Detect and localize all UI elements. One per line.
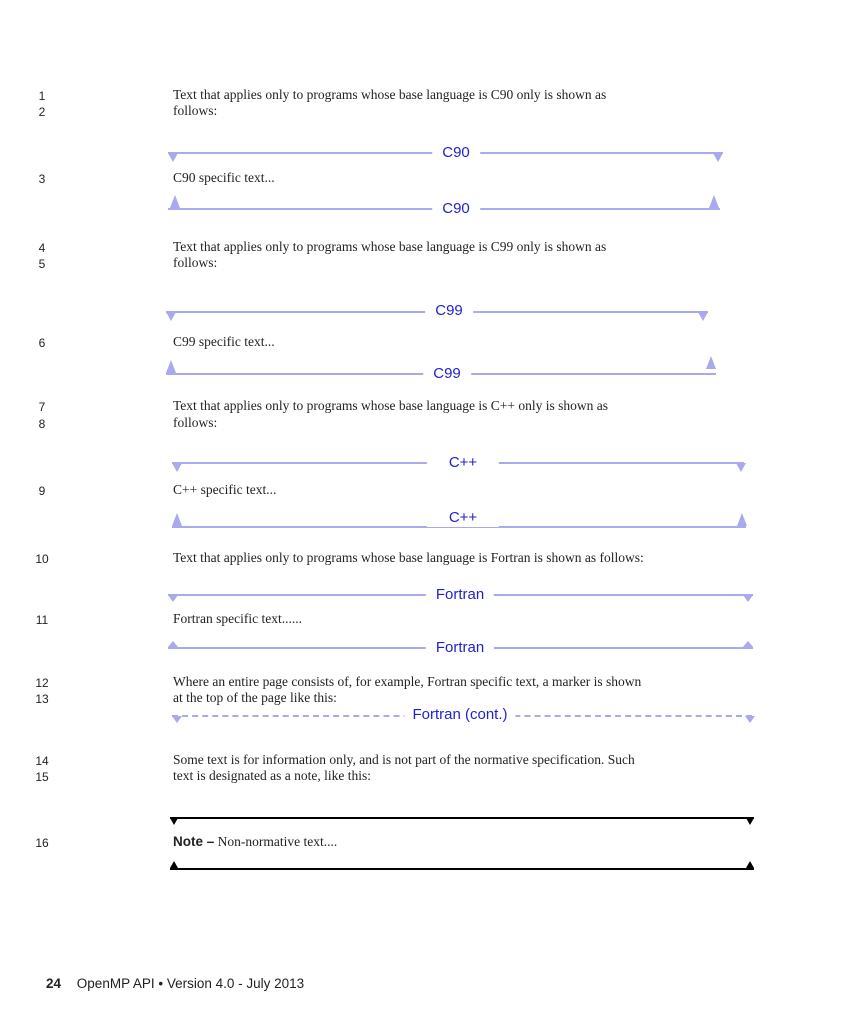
line-number: 6 xyxy=(38,336,46,350)
line-number: 10 xyxy=(35,552,49,566)
marker-arrow-down-icon xyxy=(713,153,723,162)
body-text: follows: xyxy=(173,255,218,270)
line-number: 15 xyxy=(35,770,49,784)
line-number: 1 xyxy=(38,89,46,103)
fortran-cont-label: Fortran (cont.) xyxy=(404,706,515,724)
note-arrow-down-icon xyxy=(170,818,178,825)
marker-arrow-down-icon xyxy=(172,716,182,723)
note-arrow-down-icon xyxy=(746,818,754,825)
marker-arrow-down-icon xyxy=(743,595,753,602)
marker-arrow-down-icon xyxy=(698,312,708,321)
line-number: 9 xyxy=(38,484,46,498)
marker-arrow-up-icon xyxy=(709,195,719,208)
body-text: Text that applies only to programs whose base language is C++ only is shown as xyxy=(173,398,608,413)
line-number: 14 xyxy=(35,754,49,768)
marker-arrow-up-icon xyxy=(172,513,182,526)
c90-label: C90 xyxy=(432,200,480,218)
note-rule-top xyxy=(170,817,754,819)
c99-label: C99 xyxy=(425,302,473,320)
marker-arrow-down-icon xyxy=(168,153,178,162)
body-text: follows: xyxy=(173,415,218,430)
footer-title: OpenMP API • Version 4.0 - July 2013 xyxy=(76,976,305,991)
cpp-body-text: C++ specific text... xyxy=(173,482,277,497)
note-rule-bottom xyxy=(170,868,754,870)
marker-arrow-down-icon xyxy=(172,463,182,472)
line-number: 16 xyxy=(35,836,49,850)
body-text: Text that applies only to programs whose base language is Fortran is shown as follows: xyxy=(173,550,644,565)
note-arrow-up-icon xyxy=(746,861,754,868)
body-text: Text that applies only to programs whose base language is C99 only is shown as xyxy=(173,239,607,254)
line-number: 4 xyxy=(38,241,46,255)
marker-arrow-up-icon xyxy=(170,195,180,208)
fortran-label: Fortran xyxy=(426,586,494,604)
marker-arrow-up-icon xyxy=(168,641,178,647)
c90-label: C90 xyxy=(432,144,480,162)
line-number: 7 xyxy=(38,400,46,414)
body-text: Some text is for information only, and is not part of the normative specification. Such xyxy=(173,752,635,767)
note-label: Note – xyxy=(173,834,215,849)
marker-arrow-up-icon xyxy=(743,641,753,647)
body-text: text is designated as a note, like this: xyxy=(173,768,371,783)
fortran-label: Fortran xyxy=(426,639,494,657)
cpp-label: C++ xyxy=(427,454,499,472)
marker-arrow-down-icon xyxy=(745,716,755,723)
note-text xyxy=(173,834,337,850)
marker-arrow-up-icon xyxy=(737,513,747,526)
body-text: follows: xyxy=(173,103,218,118)
marker-arrow-up-icon xyxy=(706,356,716,369)
body-text: at the top of the page like this: xyxy=(173,690,337,705)
page-footer xyxy=(46,976,304,991)
body-text: Where an entire page consists of, for example, Fortran specific text, a marker is shown xyxy=(173,674,642,689)
line-number: 5 xyxy=(38,257,46,271)
note-arrow-up-icon xyxy=(170,861,178,868)
note-body: Non-normative text.... xyxy=(217,834,338,849)
line-number: 2 xyxy=(38,105,46,119)
fortran-body-text: Fortran specific text...... xyxy=(173,611,302,626)
c99-body-text: C99 specific text... xyxy=(173,334,275,349)
cpp-label: C++ xyxy=(427,509,499,527)
line-number: 13 xyxy=(35,692,49,706)
line-number: 3 xyxy=(38,172,46,186)
line-number: 11 xyxy=(35,613,49,627)
marker-arrow-down-icon xyxy=(736,463,746,472)
line-number: 8 xyxy=(38,417,46,431)
marker-arrow-down-icon xyxy=(168,595,178,602)
line-number: 12 xyxy=(35,676,49,690)
c90-body-text: C90 specific text... xyxy=(173,170,275,185)
page-number: 24 xyxy=(46,976,62,991)
c99-label: C99 xyxy=(423,365,471,383)
marker-arrow-up-icon xyxy=(166,360,176,373)
marker-arrow-down-icon xyxy=(166,312,176,321)
body-text: Text that applies only to programs whose base language is C90 only is shown as xyxy=(173,87,607,102)
